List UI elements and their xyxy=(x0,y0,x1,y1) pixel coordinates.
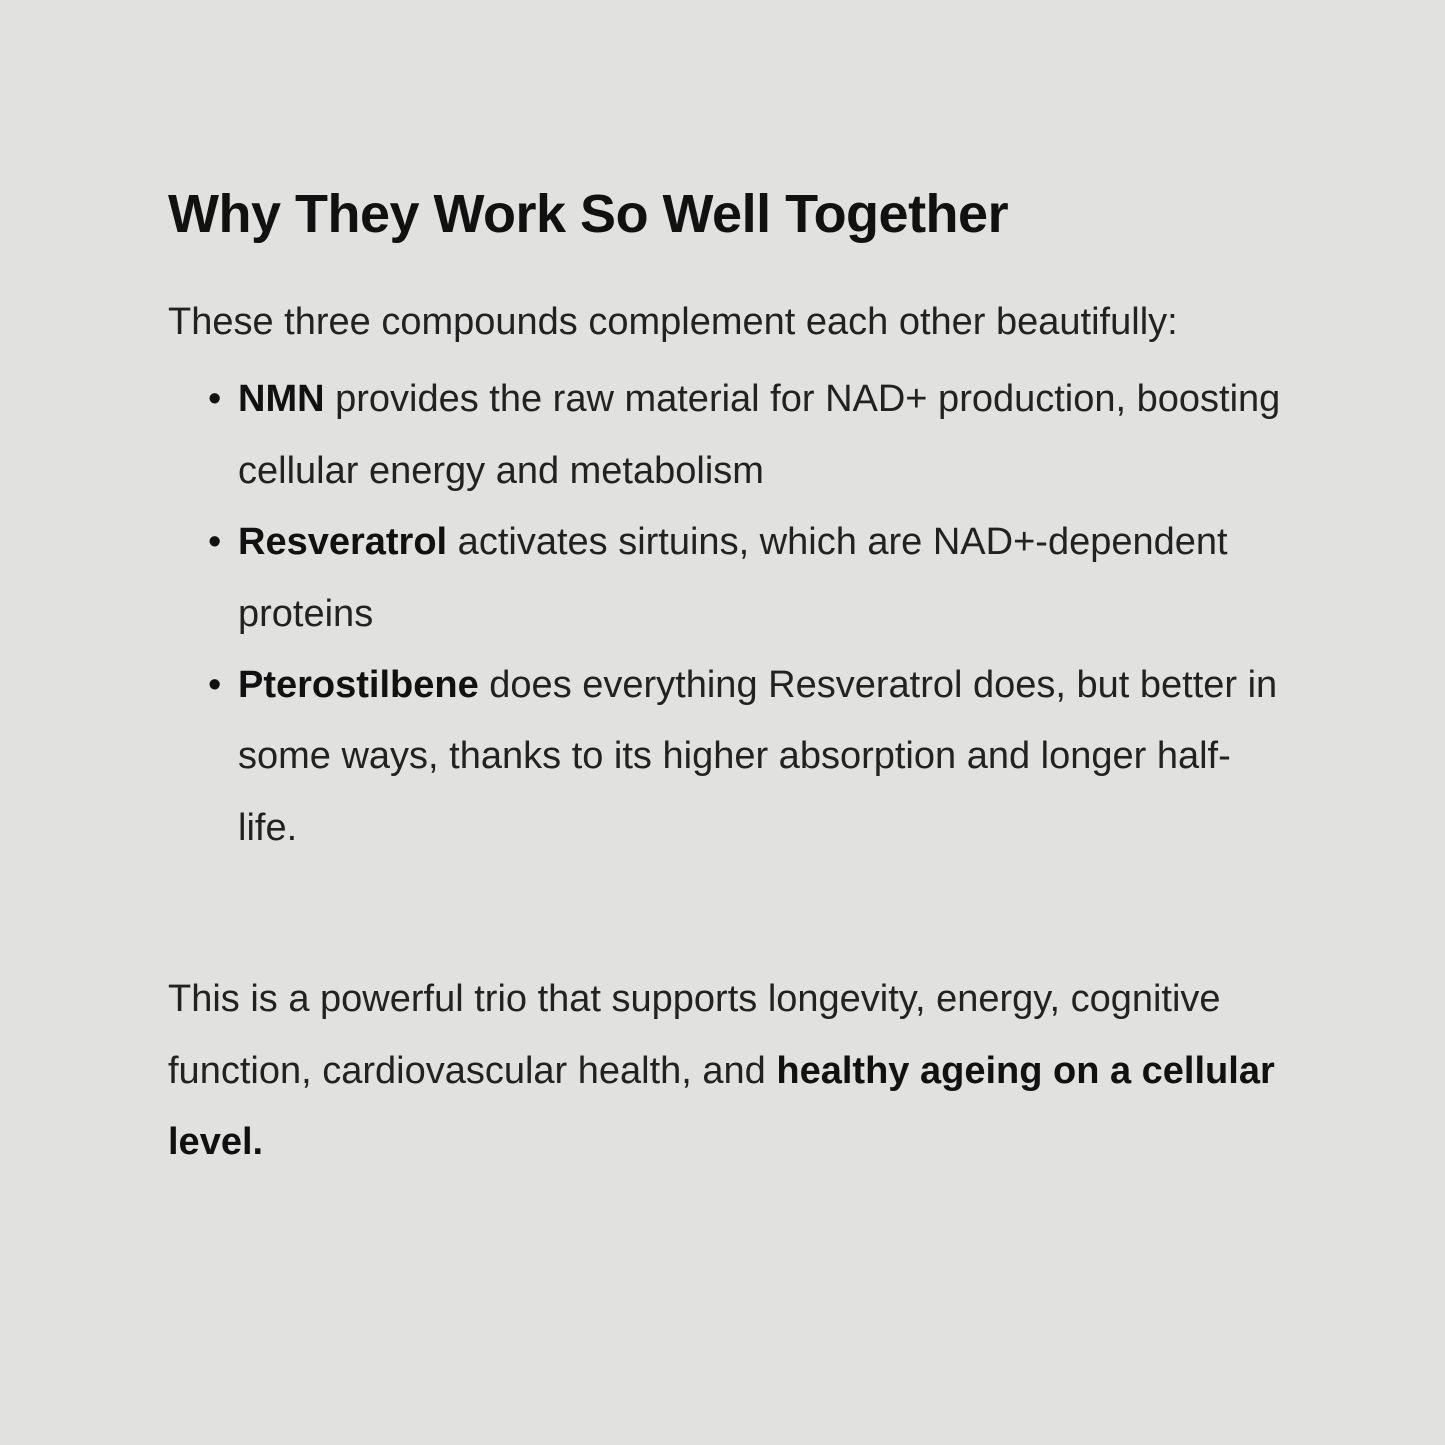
closing-text-bold: healthy ageing on a cellular level. xyxy=(168,1049,1275,1164)
closing-text-normal: This is a powerful trio that supports longevity, energy, cognitive function, cardiovascular health, and xyxy=(168,978,1221,1092)
bullet-text-pterostilbene: does everything Resveratrol does, but better in some ways, thanks to its higher absorption and longer half-life. xyxy=(238,663,1278,849)
bullet-lead-resveratrol: Resveratrol xyxy=(238,521,448,564)
bullet-text-nmn: provides the raw material for NAD+ production, boosting cellular energy and metabolism xyxy=(238,378,1281,492)
bullet-item-pterostilbene xyxy=(238,650,1285,864)
bullet-lead-nmn: NMN xyxy=(238,378,325,421)
benefits-bullet-list xyxy=(168,364,1285,864)
bullet-lead-pterostilbene: Pterostilbene xyxy=(238,663,479,706)
closing-paragraph xyxy=(168,964,1285,1178)
bullet-item-resveratrol xyxy=(238,507,1285,650)
page-title: Why They Work So Well Together xyxy=(168,184,1009,244)
bullet-item-nmn xyxy=(238,364,1285,507)
bullet-text-resveratrol: activates sirtuins, which are NAD+-dependent proteins xyxy=(238,521,1228,635)
intro-paragraph: These three compounds complement each other beautifully: xyxy=(168,300,1178,343)
